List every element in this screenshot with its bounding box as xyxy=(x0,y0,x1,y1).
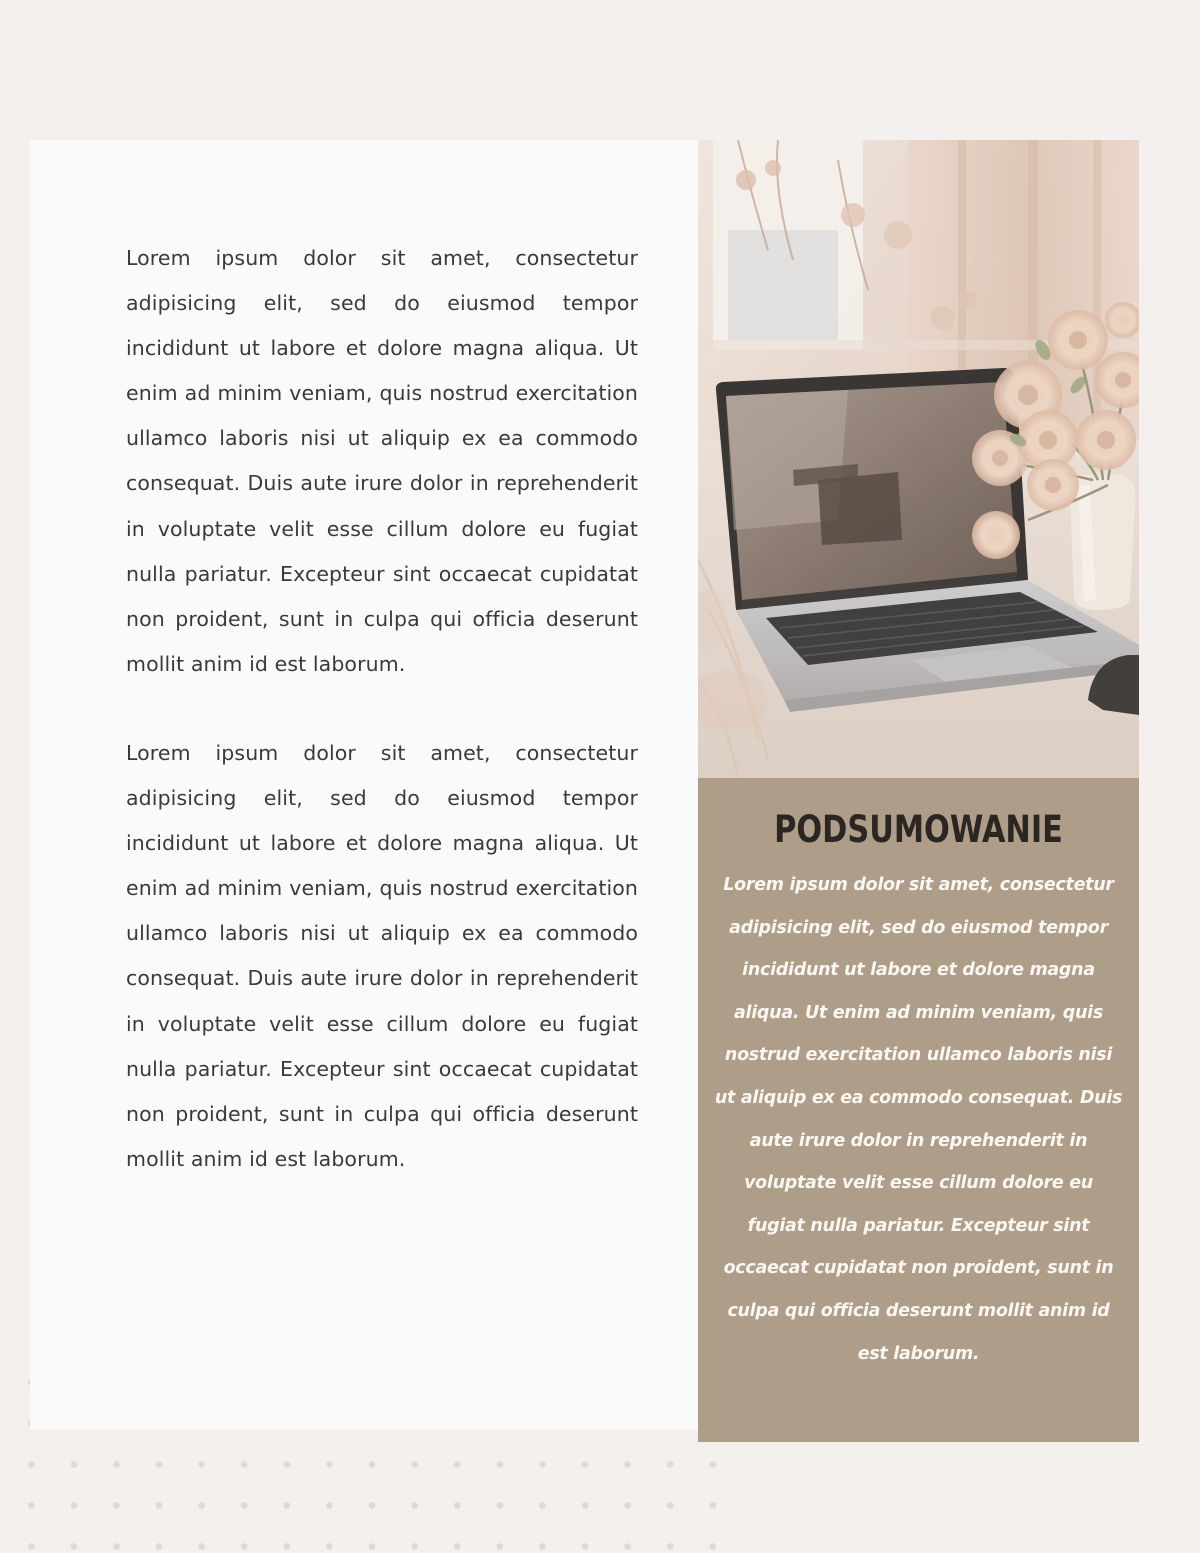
summary-text: Lorem ipsum dolor sit amet, consectetur adipisicing elit, sed do eiusmod tempor incididunt ut labore et dolore magna aliqua. Ut enim ad minim veniam, quis nostrud exercitation ullamco laboris nisi ut aliquip ex ea commodo consequat. Duis aute irure dolor in reprehenderit in voluptate velit esse cillum dolore eu fugiat nulla pariatur. Excepteur sint occaecat cupidatat non proident, sunt in culpa qui officia deserunt mollit anim id est laborum. xyxy=(714,875,1123,1364)
summary-title: PODSUMOWANIE xyxy=(774,808,1063,851)
body-text-column xyxy=(126,236,638,1182)
body-paragraph-2: Lorem ipsum dolor sit amet, consectetur adipisicing elit, sed do eiusmod tempor incididunt ut labore et dolore magna aliqua. Ut enim ad minim veniam, quis nostrud exercitation ullamco laboris nisi ut aliquip ex ea commodo consequat. Duis aute irure dolor in reprehenderit in voluptate velit esse cillum dolore eu fugiat nulla pariatur. Excepteur sint occaecat cupidatat non proident, sunt in culpa qui officia deserunt mollit anim id est laborum. xyxy=(126,740,638,1171)
body-paragraph-1: Lorem ipsum dolor sit amet, consectetur adipisicing elit, sed do eiusmod tempor incididunt ut labore et dolore magna aliqua. Ut enim ad minim veniam, quis nostrud exercitation ullamco laboris nisi ut aliquip ex ea commodo consequat. Duis aute irure dolor in reprehenderit in voluptate velit esse cillum dolore eu fugiat nulla pariatur. Excepteur sint occaecat cupidatat non proident, sunt in culpa qui officia deserunt mollit anim id est laborum. xyxy=(126,246,638,676)
summary-text-layer xyxy=(698,0,1139,1553)
